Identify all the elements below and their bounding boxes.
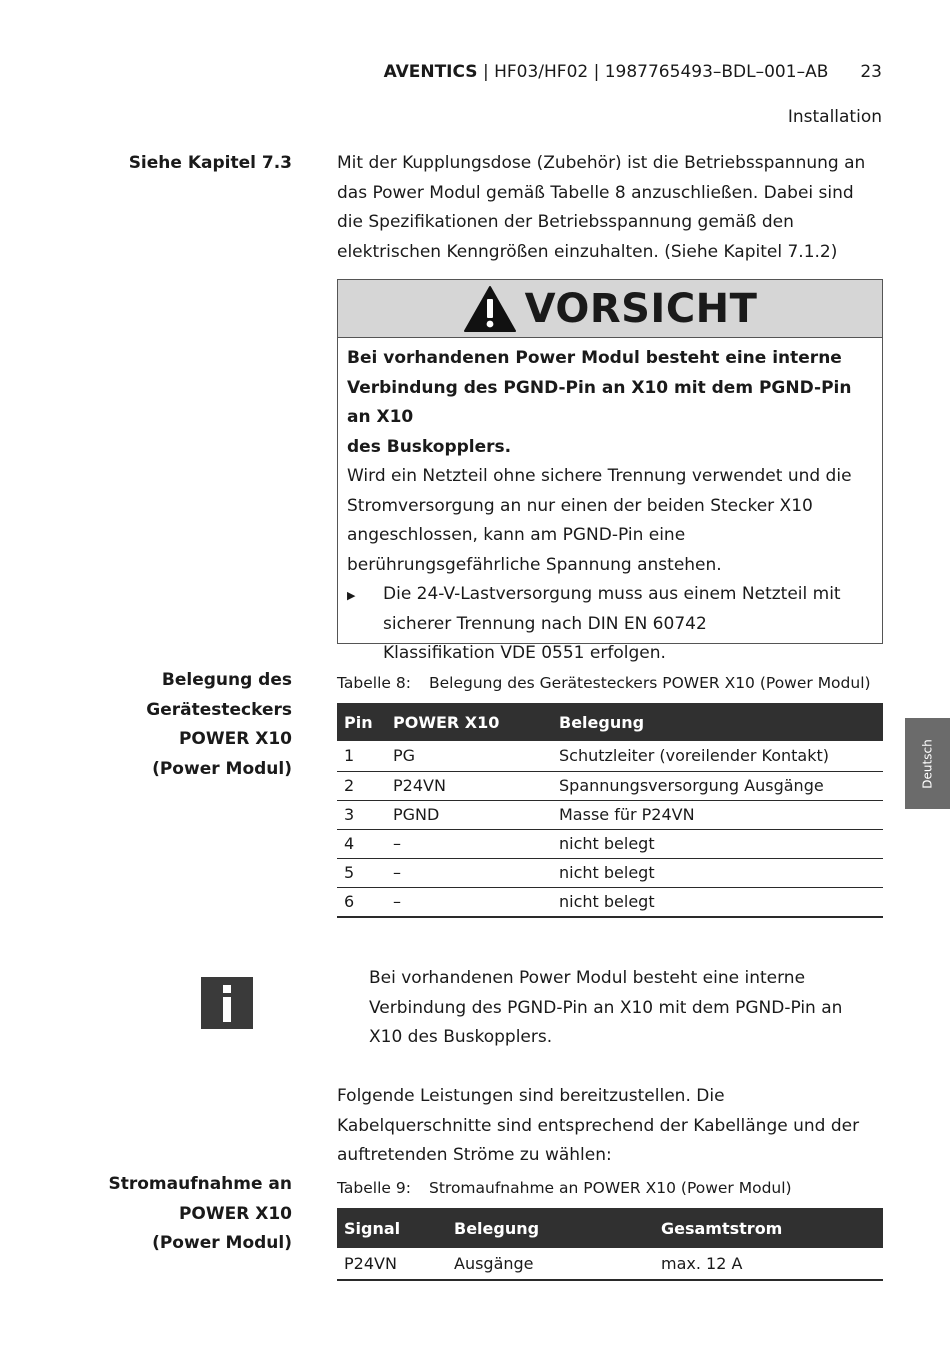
text-line: elektrischen Kenngrößen einzuhalten. (Siehe Kapitel 7.1.2)	[337, 241, 838, 262]
text-line: das Power Modul gemäß Tabelle 8 anzuschließen. Dabei sind	[337, 182, 854, 203]
warning-triangle-icon	[463, 285, 517, 333]
text-line: Kabelquerschnitte sind entsprechend der Kabellänge und der	[337, 1115, 860, 1136]
caution-body	[338, 338, 882, 669]
text-line: Verbindung des PGND-Pin an X10 mit dem PGND-Pin an	[369, 997, 843, 1018]
table-cell: Schutzleiter (voreilender Kontakt)	[552, 741, 883, 771]
side-label-line: (Power Modul)	[152, 1233, 292, 1253]
side-label-line: (Power Modul)	[152, 758, 292, 779]
column-header: Gesamtstrom	[654, 1208, 883, 1248]
table9-caption-number: Tabelle 9:	[337, 1179, 411, 1197]
brand-name: AVENTICS	[383, 62, 478, 82]
power-consumption-table	[337, 1208, 883, 1281]
table-cell: nicht belegt	[552, 887, 883, 917]
page-header	[384, 62, 882, 82]
table-cell: 2	[337, 771, 386, 800]
column-header: Signal	[337, 1208, 447, 1248]
caution-bullet	[347, 580, 874, 669]
caution-header	[338, 280, 882, 338]
table-cell: –	[386, 858, 552, 887]
caution-bold-line: Verbindung des PGND-Pin an X10 mit dem PGND-Pin an X10	[347, 377, 852, 427]
table-cell: Spannungsversorgung Ausgänge	[552, 771, 883, 800]
table9-caption	[337, 1179, 792, 1197]
caution-box	[337, 279, 883, 663]
caution-text-line: angeschlossen, kann am PGND-Pin eine	[347, 525, 686, 545]
table-cell: 3	[337, 800, 386, 829]
text-line: Bei vorhandenen Power Modul besteht eine interne	[369, 968, 806, 988]
caution-text-line: Wird ein Netzteil ohne sichere Trennung verwendet und die	[347, 466, 852, 486]
table-cell: max. 12 A	[654, 1248, 883, 1280]
table-row	[337, 741, 883, 771]
table-row	[337, 800, 883, 829]
bullet-line: Die 24-V-Lastversorgung muss aus einem Netzteil mit	[383, 584, 841, 604]
info-icon	[201, 977, 253, 1029]
language-tab-label: Deutsch	[920, 738, 935, 789]
table-cell: 5	[337, 858, 386, 887]
caution-bold-line: Bei vorhandenen Power Modul besteht eine interne	[347, 348, 842, 368]
table-cell: –	[386, 887, 552, 917]
caution-text-line: Stromversorgung an nur einen der beiden Stecker X10	[347, 495, 813, 516]
side-label-line: Stromaufnahme an	[108, 1174, 292, 1194]
text-line: die Spezifikationen der Betriebsspannung gemäß den	[337, 212, 794, 232]
bullet-line: Klassifikation VDE 0551 erfolgen.	[383, 643, 666, 663]
text-line: auftretenden Ströme zu wählen:	[337, 1145, 612, 1165]
table-cell: Masse für P24VN	[552, 800, 883, 829]
side-label-chapter-ref: Siehe Kapitel 7.3	[128, 153, 292, 173]
text-line: X10 des Buskopplers.	[369, 1027, 553, 1047]
table-cell: PG	[386, 741, 552, 771]
side-label-line: POWER X10	[178, 1203, 292, 1224]
column-header: Pin	[337, 703, 386, 741]
table-cell: nicht belegt	[552, 858, 883, 887]
table8-caption-number: Tabelle 8:	[337, 674, 411, 692]
side-label-power-consumption	[60, 1170, 292, 1259]
side-label-line: POWER X10	[178, 729, 292, 749]
column-header: Belegung	[552, 703, 883, 741]
bullet-line: sicherer Trennung nach DIN EN 60742	[383, 613, 707, 634]
caution-text-line: berührungsgefährliche Spannung anstehen.	[347, 554, 722, 575]
side-label-line: Belegung des	[161, 670, 292, 690]
caution-bold-line: des Buskopplers.	[347, 436, 512, 457]
power-paragraph	[337, 1082, 883, 1171]
table-row	[337, 771, 883, 800]
table-cell: –	[386, 829, 552, 858]
table-cell: 4	[337, 829, 386, 858]
table-header-row	[337, 703, 883, 741]
intro-paragraph	[337, 149, 883, 267]
table-row	[337, 858, 883, 887]
table-cell: 1	[337, 741, 386, 771]
table9-caption-text: Stromaufnahme an POWER X10 (Power Modul)	[429, 1179, 792, 1197]
caution-title: VORSICHT	[524, 285, 758, 332]
language-tab	[905, 718, 950, 809]
text-line: Folgende Leistungen sind bereitzustellen. Die	[337, 1086, 725, 1106]
text-line: Mit der Kupplungsdose (Zubehör) ist die Betriebsspannung an	[337, 153, 866, 173]
pin-assignment-table	[337, 703, 883, 918]
table-header-row	[337, 1208, 883, 1248]
section-title: Installation	[787, 107, 882, 127]
table-row	[337, 829, 883, 858]
table-cell: Ausgänge	[447, 1248, 654, 1280]
table-row	[337, 1248, 883, 1280]
bullet-arrow-icon: ▶	[347, 589, 356, 602]
table8-caption-text: Belegung des Gerätesteckers POWER X10 (Power Modul)	[429, 674, 871, 692]
document-reference: | HF03/HF02 | 1987765493–BDL–001–AB	[477, 62, 829, 82]
table-cell: P24VN	[337, 1248, 447, 1280]
table-cell: 6	[337, 887, 386, 917]
column-header: POWER X10	[386, 703, 552, 741]
table-cell: nicht belegt	[552, 829, 883, 858]
side-label-pin-assignment	[60, 666, 292, 784]
info-note	[369, 964, 883, 1053]
table8-caption	[337, 674, 871, 692]
table-row	[337, 887, 883, 917]
page-number: 23	[860, 62, 882, 82]
table-cell: PGND	[386, 800, 552, 829]
column-header: Belegung	[447, 1208, 654, 1248]
side-label-line: Gerätesteckers	[146, 699, 292, 720]
table-cell: P24VN	[386, 771, 552, 800]
